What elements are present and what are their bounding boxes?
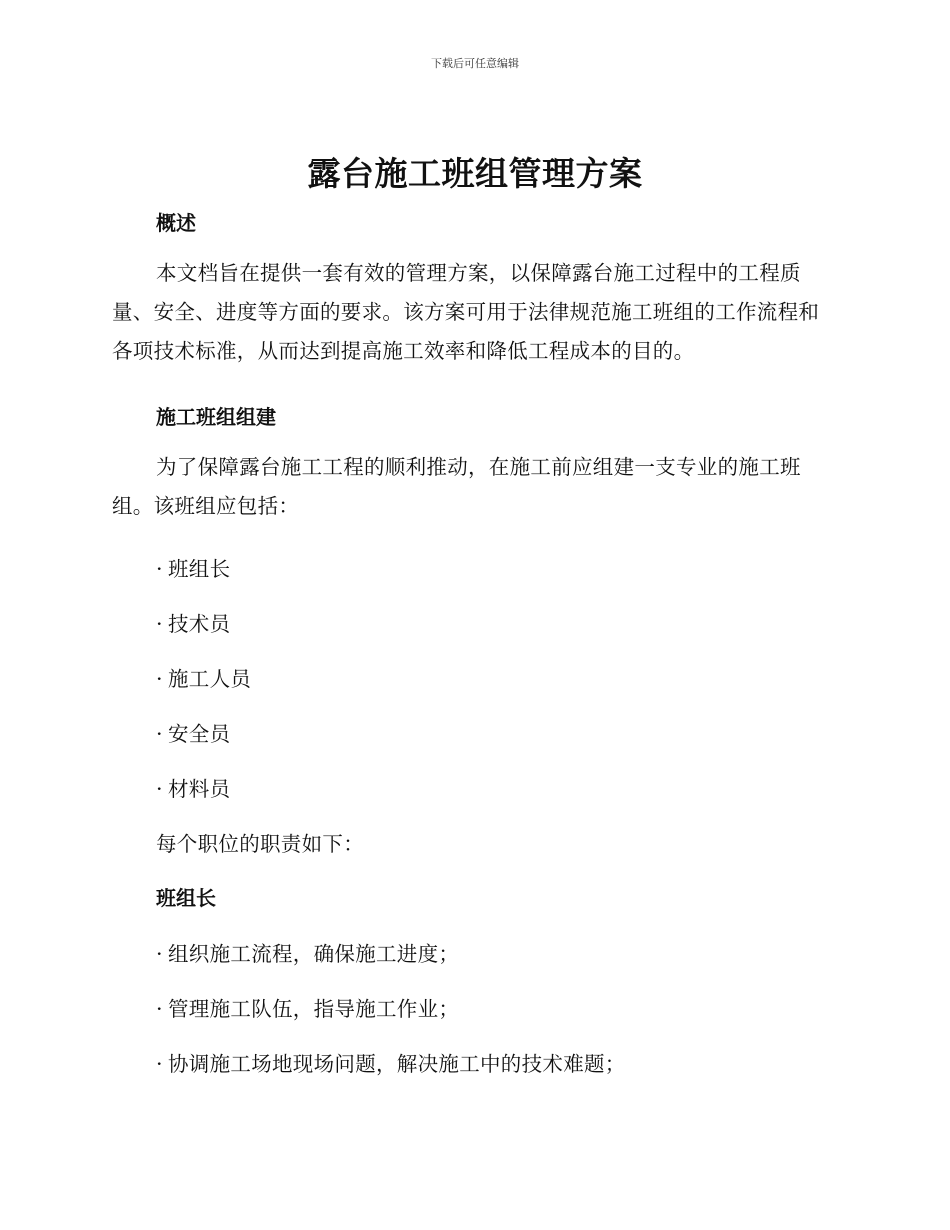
list-item-label: 材料员 xyxy=(168,777,231,801)
list-item-label: 施工人员 xyxy=(168,667,252,691)
team-heading: 施工班组组建 xyxy=(156,405,276,429)
overview-paragraph: 本文档旨在提供一套有效的管理方案，以保障露台施工过程中的工程质量、安全、进度等方面的要求。该方案可用于法律规范施工班组的工作流程和各项技术标准，从而达到提高施工效率和降低工程成本的目的。 xyxy=(112,261,820,363)
bullet-icon: · xyxy=(156,942,163,966)
list-item-label: 安全员 xyxy=(168,722,231,746)
header-note: 下载后可任意编辑 xyxy=(431,57,519,70)
list-item xyxy=(156,1047,626,1077)
list-item-label: 组织施工流程，确保施工进度； xyxy=(168,942,460,966)
list-item xyxy=(156,552,230,582)
list-item xyxy=(156,772,230,802)
bullet-icon: · xyxy=(156,612,163,636)
list-item xyxy=(156,607,230,637)
list-item-label: 技术员 xyxy=(168,612,231,636)
bullet-icon: · xyxy=(156,667,163,691)
bullet-icon: · xyxy=(156,722,163,746)
bullet-icon: · xyxy=(156,557,163,581)
list-item xyxy=(156,937,459,967)
list-item-label: 管理施工队伍，指导施工作业； xyxy=(168,997,460,1021)
team-paragraph: 为了保障露台施工工程的顺利推动，在施工前应组建一支专业的施工班组。该班组应包括： xyxy=(112,455,801,518)
list-item xyxy=(156,717,230,747)
list-item-label: 班组长 xyxy=(168,557,231,581)
bullet-icon: · xyxy=(156,1052,163,1076)
list-item xyxy=(156,992,459,1022)
document-title: 露台施工班组管理方案 xyxy=(307,154,643,193)
list-item xyxy=(156,662,251,692)
duties-intro: 每个职位的职责如下： xyxy=(156,832,364,856)
bullet-icon: · xyxy=(156,777,163,801)
leader-heading: 班组长 xyxy=(156,886,216,910)
overview-heading: 概述 xyxy=(156,211,196,235)
list-item-label: 协调施工场地现场问题，解决施工中的技术难题； xyxy=(168,1052,626,1076)
bullet-icon: · xyxy=(156,997,163,1021)
